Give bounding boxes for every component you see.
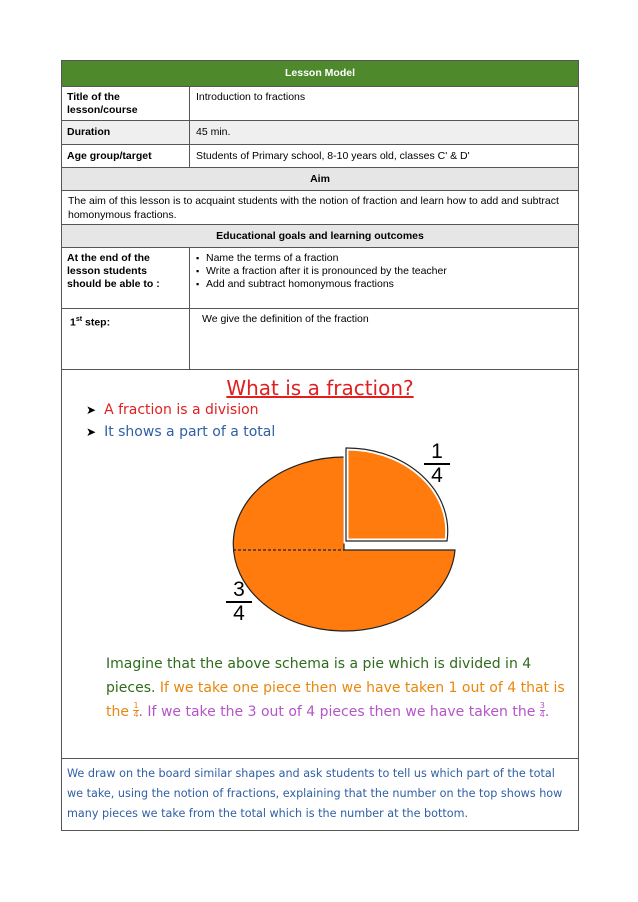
figure-title: What is a fraction? xyxy=(226,376,414,400)
arrow-icon: ➤ xyxy=(86,425,97,439)
table-row xyxy=(62,145,578,168)
list-item: ▪ Add and subtract homonymous fractions xyxy=(196,278,572,291)
lesson-table xyxy=(61,60,579,831)
label-one-quarter: 1 4 xyxy=(424,442,450,486)
goals-label: At the end of the lesson students should be able to : xyxy=(62,248,190,308)
closing-paragraph: We draw on the board similar shapes and ask students to tell us which part of the total we take, using the notion of fractions, explaining that the number on the top shows how many pieces we take from the total which is the number at the bottom. xyxy=(67,767,563,820)
table-header: Lesson Model xyxy=(62,61,578,87)
age-label: Age group/target xyxy=(62,145,190,167)
table-row xyxy=(62,309,578,370)
explanation-paragraph: Imagine that the above schema is a pie which is divided in 4 pieces. If we take one piece then we have taken 1 out of 4 that is the $\frac{1}{4}$ . If we take the 3 out of 4 pieces then we have taken the $\frac{3}{4}$ . xyxy=(106,656,565,720)
list-item: ▪ Write a fraction after it is pronounced by the teacher xyxy=(196,265,572,278)
title-value: Introduction to fractions xyxy=(196,91,306,103)
table-row xyxy=(62,87,578,121)
duration-value: 45 min. xyxy=(196,126,231,138)
step-text: We give the definition of the fraction xyxy=(202,313,369,325)
fraction-figure xyxy=(62,370,578,759)
goals-list-cell xyxy=(190,248,578,308)
list-item: ▪ Name the terms of a fraction xyxy=(196,252,572,265)
step-label: 1st step: xyxy=(62,309,190,369)
goals-heading: Educational goals and learning outcomes xyxy=(62,225,578,248)
bullet-part-of-total: ➤ It shows a part of a total xyxy=(86,424,276,440)
title-label: Title of the lesson/course xyxy=(62,87,190,120)
arrow-icon: ➤ xyxy=(86,403,97,417)
age-value: Students of Primary school, 8-10 years old, classes C' & D' xyxy=(196,150,470,162)
bullet-division: ➤ A fraction is a division xyxy=(86,402,259,418)
aim-text: The aim of this lesson is to acquaint students with the notion of fraction and learn how to add and subtract homonymous fractions. xyxy=(62,191,578,225)
label-three-quarters: 3 4 xyxy=(226,580,252,624)
fraction-one-quarter: $\frac{1}{4}$ xyxy=(133,701,139,719)
table-row xyxy=(62,121,578,145)
fraction-three-quarters: $\frac{3}{4}$ xyxy=(539,701,545,719)
goals-list xyxy=(196,252,572,291)
table-row xyxy=(62,248,578,309)
duration-label: Duration xyxy=(62,121,190,144)
aim-heading: Aim xyxy=(62,168,578,191)
